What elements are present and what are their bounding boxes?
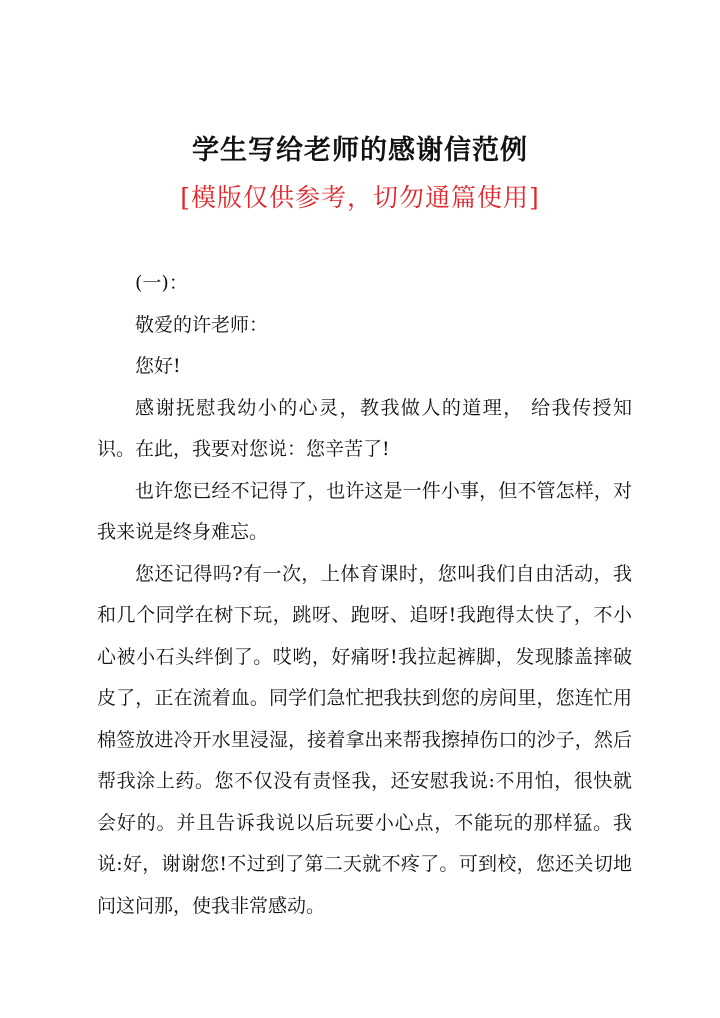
template-notice: [模版仅供参考，切勿通篇使用] [180,183,540,212]
document-title: 学生写给老师的感谢信范例 [192,135,528,166]
section-label: (一)： [135,272,188,294]
body-paragraph: 您还记得吗?有一次，上体育课时，您叫我们自由活动，我和几个同学在树下玩，跳呀、跑呀、追呀!我跑得太快了，不小心被小石头绊倒了。哎哟，好痛呀!我拉起裤脚，发现膝盖摔破皮了，正在流着血。同学们急忙把我扶到您的房间里，您连忙用棉签放进冷开水里浸湿，接着拿出来帮我擦掉伤口的沙子，然后帮我涂上药。您不仅没有责怪我，还安慰我说:不用怕，很快就会好的。并且告诉我说以后玩要小心点，不能玩的那样猛。我说:好，谢谢您!不过到了第二天就不疼了。可到校，您还关切地问这问那，使我非常感动。 [97,562,632,917]
body-paragraph: 也许您已经不记得了，也许这是一件小事，但不管怎样，对我来说是终身难忘。 [97,479,632,543]
salutation: 敬爱的许老师： [135,313,269,336]
body-paragraph: 感谢抚慰我幼小的心灵，教我做人的道理， 给我传授知识。在此，我要对您说：您辛苦了! [97,396,632,460]
letter-body [97,263,632,927]
greeting: 您好! [135,355,181,377]
